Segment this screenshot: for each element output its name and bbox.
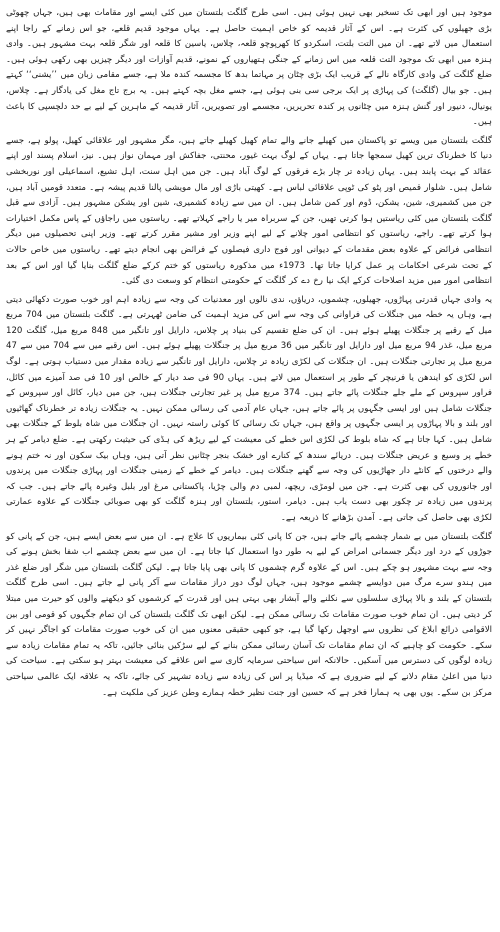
article-paragraph-1: موجود ہیں اور ابھی تک تسخیر بھی نہیں ہوئی ہیں۔ اسی طرح گلگت بلتستان میں کئی ایسے اور مقامات بھی ہیں، جہاں چھوٹی بڑی جھیلوں کی کثرت ہے۔ اس کے آثار قدیمہ کو خاص اہمیت حاصل ہے۔ یہاں موجود قدیم قلعے، جو اس زمانے کے راجا اپنے استعمال میں لاتے تھے۔ ان میں التت بلتت، اسکردو کا کھرپوچو قلعہ، چلاس، یاسین کا قلعہ اور شگر قلعہ بہت مشہور ہیں۔ وادی ہنزہ میں ابھی تک موجود التت قلعہ میں اس زمانے کے جنگی ہتھیاروں کے نمونے، قدیم آوازات اور دیگر چیزیں بھی رکھی ہوئی ہیں۔ ضلع گلگت کی وادی کارگاہ نالے کے قریب ایک بڑی چٹان پر مہاتما بدھ کا مجسمہ کندہ ملا ہے، جسے مقامی زبان میں ’’یشنی‘‘ کہتے ہیں۔ جو بیال (گلگت) کی پہاڑی پر ایک برجی سی بنی ہوئی ہے، جسے مغل بچہ کہتے ہیں۔ یہ برج تاج مغل کی یادگار ہے۔ چلاس، یونیال، دنیور اور گنش ہنزہ میں چٹانوں پر کندہ تحریریں، مجسمے اور تصویریں، آثار قدیمہ کے ماہرین کے لیے بے حد دلچسپی کا باعث ہیں۔ bbox=[6, 8, 492, 128]
article-paragraph-4: گلگت بلتستان میں بے شمار چشمے پائے جاتے ہیں، جن کا پانی کئی بیماریوں کا علاج ہے۔ ان میں سے بعض ایسے ہیں، جن کے پانی کو جوڑوں کے درد اور دیگر جسمانی امراض کے لیے بہ طور دوا استعمال کیا جاتا ہے۔ ان میں سے بعض چشمے اب شفا بخش ہونے کی وجہ سے بہت مشہور ہو چکے ہیں۔ اس کے علاوہ گرم چشموں کا پانی بھی پایا جاتا ہے۔ لیکن گلگت بلتستان میں شگر اور ضلع غذر میں ہندو سرے مرگ میں دوایسے چشمے موجود ہیں، جہاں لوگ دور دراز مقامات سے آکر پانی لے جاتے ہیں۔ اسی طرح گلگت بلتستان کے بلند و بالا پہاڑی سلسلوں سے نکلنے والے آبشار بھی بہتی ہیں اور قدرت کے کرشموں کو دیکھنے والوں کو حیرت میں مبتلا کر دیتی ہیں۔ ان تمام خوب صورت مقامات تک رسائی ممکن ہے۔ لیکن ابھی تک گلگت بلتستان کی ان تمام جگہوں کو قومی اور بین الاقوامی ذرائع ابلاغ کی نظروں سے اوجھل رکھا گیا ہے، جو کبھی حقیقی معنوں میں ان کی خوب صورت مقامات کو اجاگر نہیں کر سکے۔ حکومت کو چاہیے کہ ان تمام مقامات تک آسان رسائی ممکن بنانے کے لیے سڑکیں بنائی جائیں، تاکہ یہ تمام مقامات زیادہ سے زیادہ لوگوں کی دسترس میں آسکیں۔ حالانکہ اس سیاحتی سرمایہ کاری سے اس علاقے کی معیشت بہتر ہو سکتی ہے۔ سیاحت کی دنیا میں اعلیٰ مقام دلانے کے لیے ضروری ہے کہ میڈیا پر اس کی زیادہ سے زیادہ تشہیر کی جائے، تاکہ یہ علاقہ ایک عالمی سیاحتی مرکز بن سکے۔ یوں بھی یہ ہمارا فخر ہے کہ حسین اور جنت نظیر خطہ ہمارے وطن عزیز کی ملکیت ہے۔ bbox=[6, 531, 492, 698]
article-paragraph-3: یہ وادی جہاں قدرتی پہاڑوں، جھیلوں، چشموں، دریاؤں، ندی نالوں اور معدنیات کی وجہ سے زیادہ اہم اور خوب صورت دکھائی دیتی ہے، وہاں یہ خطہ میں جنگلات کی فراوانی کی وجہ سے اس کی مزید اہمیت کی ضامن ٹھہرتی ہے۔ گلگت بلتستان میں 704 مربع میل کے رقبے پر جنگلات پھیلے ہوئے ہیں۔ ان کی ضلع تقسیم کی بنیاد پر چلاس، دارایل اور تانگیر میں 848 مربع میل، گلگت 120 مربع میل، غذر 94 مربع میل اور دارایل اور تانگیر میں 36 مربع میل پر جنگلات پھیلے ہوئے ہیں۔ اس رقبے میں سے 704 میں سے 47 مربع میل پر تجارتی جنگلات ہیں۔ ان جنگلات کی لکڑی زیادہ تر چلاس، دارایل اور تانگیر سے زیادہ مقدار میں دستیاب ہوتی ہے۔ لوگ اس لکڑی کو ایندھن یا فرنیچر کے طور پر استعمال میں لاتے ہیں۔ یہاں 90 فی صد دیار کے خالص اور 10 فی صد آمیزے میں کائل، فراور سپروس کے ملے جلے جنگلات پائے جاتے ہیں۔ 374 مربع میل پر غیر تجارتی جنگلات ہیں، جن میں دیار، کائل اور سپروس کے جنگلات شامل ہیں اور ایسی جگہوں پر پائے جاتے ہیں، جہاں عام آدمی کی رسائی ممکن نہیں۔ یہ جنگلات زیادہ تر خطرناک گھاٹیوں اور بلند و بالا پہاڑوں پر ایسی جگہوں پر واقع ہیں، جہاں تک رسائی کا کوئی راستہ نہیں۔ ان جنگلات میں شاہ بلوط کے جنگلات بھی شامل ہیں۔ کہا جاتا ہے کہ شاہ بلوط کی لکڑی اس خطے کی معیشت کے لیے ریڑھ کی ہڈی کی حیثیت رکھتی ہے۔ ضلع دیامر کے ہر خطے پر وسیع و عریض جنگلات ہیں۔ دریائے سندھ کے کنارے اور خشک بنجر چٹانیں نظر آتی ہیں، وہاں بیک سکون اور نہ ختم ہونے والے درختوں کے کانٹے دار جھاڑیوں کی وجہ سے گھنے جنگلات ہیں۔ دیامر کے خطے کے زمینی جنگلات اور پہاڑی جنگلات میں پرندوں اور جانوروں کی بھی کثرت ہے۔ جن میں لومڑی، ریچھ، لمبی دم والی چڑیا، پاکستانی مرغ اور بلبل وغیرہ پائے جاتے ہیں۔ جب کہ پرندوں میں زیادہ تر چکور بھی دست یاب ہیں۔ دیامر، استور، بلتستان اور ہنزہ گلگت کو بھی صوبائی جنگلات کے علاوہ عمارتی لکڑی بھی حاصل کی جاتی ہے۔ آمدن بڑھانے کا ذریعہ ہے۔ bbox=[6, 294, 493, 523]
article-paragraph-2: گلگت بلتستان میں ویسے تو پاکستان میں کھیلے جانے والے تمام کھیل کھیلے جاتے ہیں، مگر مشہور اور علاقائی کھیل، پولو ہے، جسے دنیا کا خطرناک ترین کھیل سمجھا جاتا ہے۔ یہاں کے لوگ بہت غیور، محنتی، جفاکش اور مہمان نواز ہیں۔ نیز، اسلام پسند اور اپنے عقائد کے بہت پابند ہیں۔ یہاں زیادہ تر چار بڑے فرقوں کے لوگ آباد ہیں۔ جن میں اہل سنت، اہل تشیع، اسماعیلی اور نوربخشی شامل ہیں۔ شلوار قمیص اور پٹو کی ٹوپی علاقائی لباس ہے۔ کھیتی باڑی اور مال مویشی پالنا قدیم پیشہ ہے۔ متعدد قومیں آباد ہیں، جن میں کشمیری، شین، یشکن، ڈوم اور کمن شامل ہیں۔ ان میں سے زیادہ کشمیری، شین اور یشکن مشہور ہیں۔ آزادی سے قبل گلگت بلتستان میں کئی ریاستیں ہوا کرتی تھیں، جن کے سربراہ میر یا راجے کہلاتے تھے۔ ریاستوں میں راجاؤں کے پاس مکمل اختیارات ہوا کرتے تھے۔ راجے، ریاستوں کو انتظامی امور چلانے کے لیے اپنے وزیر اور مشیر مقرر کرتے تھے۔ وزیر اپنی تحصیلوں میں دیگر انتظامی فرائض کے علاوہ بعض مقدمات کے دیوانی اور فوج داری فیصلوں کے فرائض بھی انجام دیتے تھے۔ ریاستوں میں خاص حالات کے تحت شرعی احکامات پر عمل کرایا جاتا تھا۔ 1973ء میں مذکورہ ریاستوں کو ختم کرکے ضلع گلگت بنایا گیا اور اس کے بعد انتظامی امور میں مزید اصلاحات کرکے ایک نیا رخ دے کر گلگت کے حکومتی انتظام کو وسعت دی گئی۔ bbox=[6, 135, 492, 287]
